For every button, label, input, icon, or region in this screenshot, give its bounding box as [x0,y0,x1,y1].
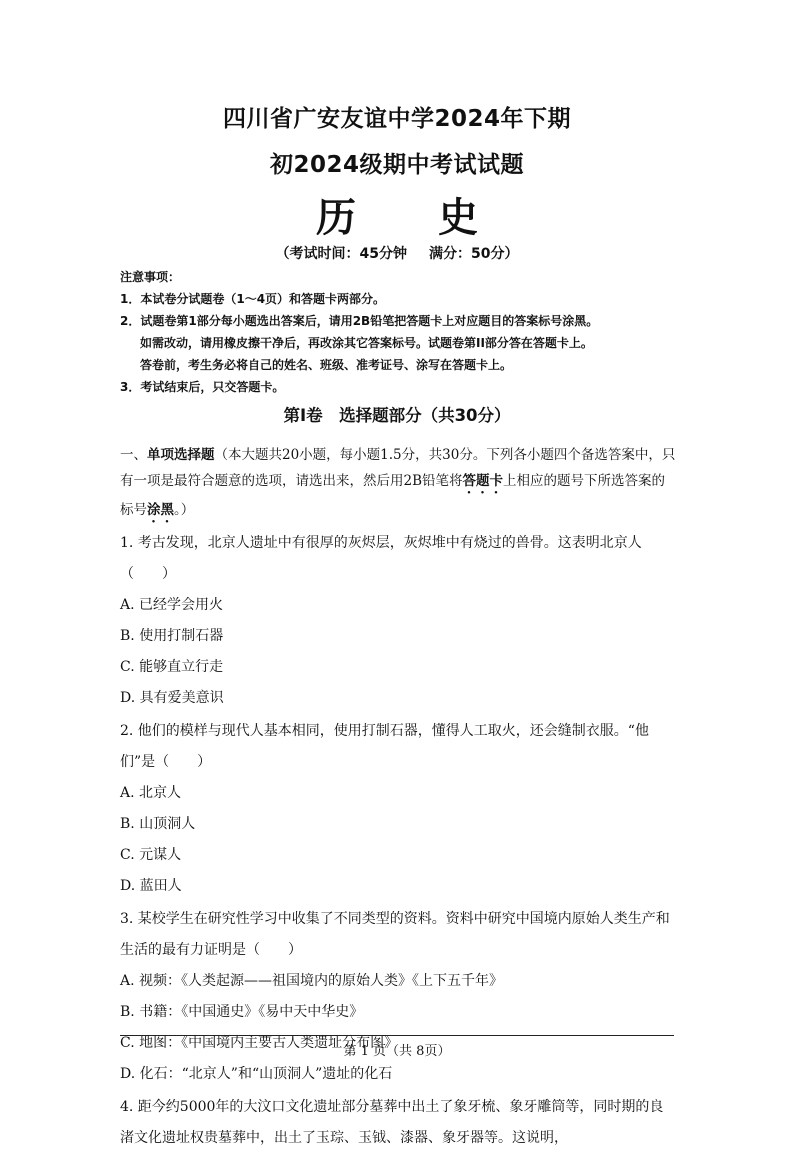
exam-info [0,243,794,263]
footer-divider [120,1035,674,1036]
option: B. 使用打制石器 [120,628,224,644]
option: C. 能够直立行走 [120,659,224,675]
question-stem: 4. 距今约5000年的大汶口文化遗址部分墓葬中出土了象牙梳、象牙雕筒等，同时期的良渚文化遗址权贵墓葬中，出土了玉琮、玉钺、漆器、象牙器等。这说明， [120,1099,664,1146]
exam-title: 初2024级期中考试试题 [269,152,524,178]
notice-block [120,266,680,398]
exam-score: 满分：50分） [429,246,519,262]
exam-time: （考试时间：45分钟 [275,246,407,262]
instr-emphasis: 涂黑 [147,502,174,518]
instr-text: （本大题共20小题，每小题1.5分，共30分。下列各小题四个备选答案中，只有一项是最符合题意的选项，请选出来，然后用2B铅笔将 [120,447,676,489]
question-options [120,590,676,714]
notice-heading: 注意事项： [120,270,181,284]
option: C. 元谋人 [120,847,182,863]
question-options [120,778,676,902]
section-title: 第Ⅰ卷 选择题部分（共30分） [283,406,511,425]
instr-text: 上相应的题号下所选答案的标号 [120,473,666,518]
instr-prefix: 一、 [120,447,147,463]
instr-label: 单项选择题 [147,447,215,463]
school-title: 四川省广安友谊中学2024年下期 [222,106,571,132]
notice-item: 2．试题卷第1部分每小题选出答案后，请用2B铅笔把答题卡上对应题目的答案标号涂黑。 [120,314,599,328]
question-stem: 1. 考古发现，北京人遗址中有很厚的灰烬层，灰烬堆中有烧过的兽骨。这表明北京人（ ） [120,535,642,582]
option: B. 书籍：《中国通史》《易中天中华史》 [120,1004,364,1020]
notice-item: 1．本试卷分试题卷（1～4页）和答题卡两部分。 [120,292,386,306]
option: B. 山顶洞人 [120,816,196,832]
subject-title: 历 史 [316,194,512,241]
option: A. 已经学会用火 [120,597,224,613]
instr-text: 。） [174,502,195,518]
option: C. 地图：《中国境内主要古人类遗址分布图》 [120,1035,399,1051]
question-stem: 3. 某校学生在研究性学习中收集了不同类型的资料。资料中研究中国境内原始人类生产和生活的最有力证明是（ ） [120,911,670,958]
notice-item: 3．考试结束后，只交答题卡。 [120,380,285,394]
option: D. 化石：“北京人”和“山顶洞人”遗址的化石 [120,1066,393,1082]
option: D. 蓝田人 [120,878,182,894]
notice-item: 答卷前，考生务必将自己的姓名、班级、准考证号、涂写在答题卡上。 [140,358,513,372]
option: A. 北京人 [120,785,182,801]
instr-emphasis: 答题卡 [462,473,504,489]
question-stem: 2. 他们的模样与现代人基本相同，使用打制石器，懂得人工取火，还会缝制衣服。“他们”是（ ） [120,723,649,770]
notice-item: 如需改动，请用橡皮擦干净后，再改涂其它答案标号。试题卷第II部分答在答题卡上。 [140,336,593,350]
option: D. 具有爱美意识 [120,690,224,706]
option: A. 视频：《人类起源——祖国境内的原始人类》《上下五千年》 [120,973,504,989]
page-number: 第 1 页（共 8页） [343,1044,451,1059]
section-instructions [120,442,676,526]
